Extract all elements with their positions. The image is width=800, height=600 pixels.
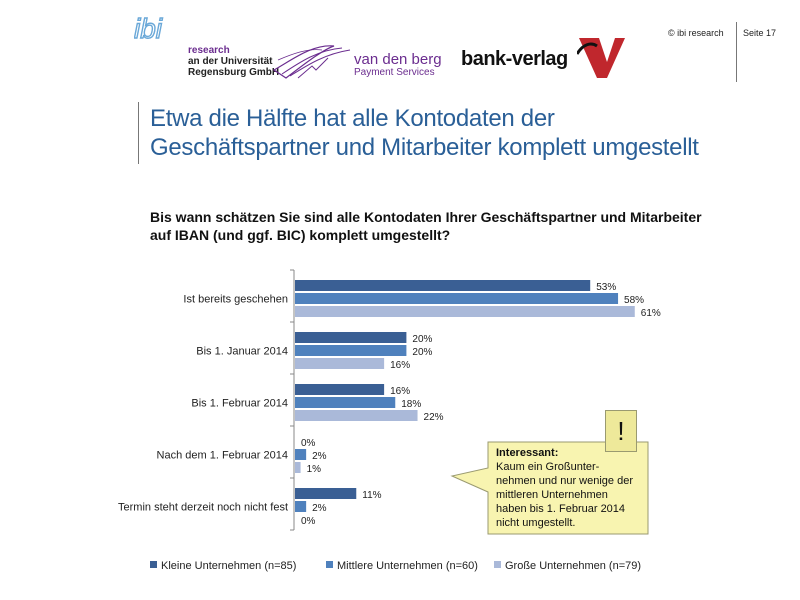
callout-line3: mittleren Unternehmen	[496, 489, 608, 501]
value-label: 16%	[390, 360, 411, 371]
legend-swatch	[494, 561, 501, 568]
ibi-line3: Regensburg GmbH	[188, 67, 280, 78]
legend-label: Mittlere Unternehmen (n=60)	[337, 560, 478, 572]
bar	[295, 332, 406, 343]
value-label: 61%	[640, 308, 661, 319]
legend-swatch	[326, 561, 333, 568]
category-label: Bis 1. Februar 2014	[191, 397, 288, 410]
bankverlag-name: bank-verlag	[461, 48, 568, 70]
vdb-name: van den berg	[354, 51, 442, 68]
value-label: 22%	[423, 412, 444, 423]
title-line1: Etwa die Hälfte hat alle Kontodaten der	[150, 105, 555, 132]
bar	[295, 397, 395, 408]
vdb-sub: Payment Services	[354, 67, 435, 78]
category-label: Nach dem 1. Februar 2014	[156, 449, 288, 462]
callout-line4: haben bis 1. Februar 2014	[496, 503, 626, 515]
bar	[295, 488, 356, 499]
callout-line2: nehmen und nur wenige der	[496, 475, 633, 487]
legend-swatch	[150, 561, 157, 568]
bar	[295, 293, 618, 304]
legend-label: Kleine Unternehmen (n=85)	[161, 560, 297, 572]
bar	[295, 358, 384, 369]
callout-line1: Kaum ein Großunter-	[496, 461, 600, 473]
category-label: Termin steht derzeit noch nicht fest	[118, 501, 288, 514]
legend-label: Große Unternehmen (n=79)	[505, 560, 642, 572]
legend-item	[494, 560, 641, 572]
bar	[295, 501, 306, 512]
bar	[295, 280, 590, 291]
ibi-logo-text: ibi	[134, 14, 163, 44]
value-label: 2%	[312, 503, 327, 514]
value-label: 18%	[401, 399, 422, 410]
value-label: 0%	[301, 438, 316, 449]
value-label: 2%	[312, 451, 327, 462]
title-line2: Geschäftspartner und Mitarbeiter komplett umgestellt	[150, 134, 699, 161]
legend-item	[326, 560, 478, 572]
bar	[295, 410, 418, 421]
callout-exclamation: !	[605, 410, 637, 452]
bar	[295, 449, 306, 460]
question-line1: Bis wann schätzen Sie sind alle Kontodaten Ihrer Geschäftspartner und Mitarbeiter	[150, 209, 702, 225]
value-label: 11%	[362, 490, 382, 501]
page-number: Seite 17	[743, 28, 777, 38]
ibi-line2: an der Universität	[188, 56, 273, 67]
bar	[295, 462, 301, 473]
value-label: 20%	[412, 347, 433, 358]
value-label: 16%	[390, 386, 411, 397]
callout-text	[496, 446, 640, 530]
bar	[295, 345, 406, 356]
question-line2: auf IBAN (und ggf. BIC) komplett umgestellt?	[150, 227, 451, 243]
value-label: 58%	[624, 295, 645, 306]
callout-heading: Interessant:	[496, 447, 559, 459]
category-label: Bis 1. Januar 2014	[196, 345, 288, 358]
value-label: 0%	[301, 516, 316, 527]
bar	[295, 306, 635, 317]
category-label: Ist bereits geschehen	[183, 293, 288, 306]
value-label: 1%	[306, 464, 322, 475]
ibi-research: research	[188, 45, 230, 56]
callout-line5: nicht umgestellt.	[496, 517, 576, 529]
value-label: 20%	[412, 334, 433, 345]
value-label: 53%	[596, 282, 617, 293]
legend-item	[150, 560, 296, 572]
copyright-text: © ibi research	[668, 28, 724, 38]
bar	[295, 384, 384, 395]
